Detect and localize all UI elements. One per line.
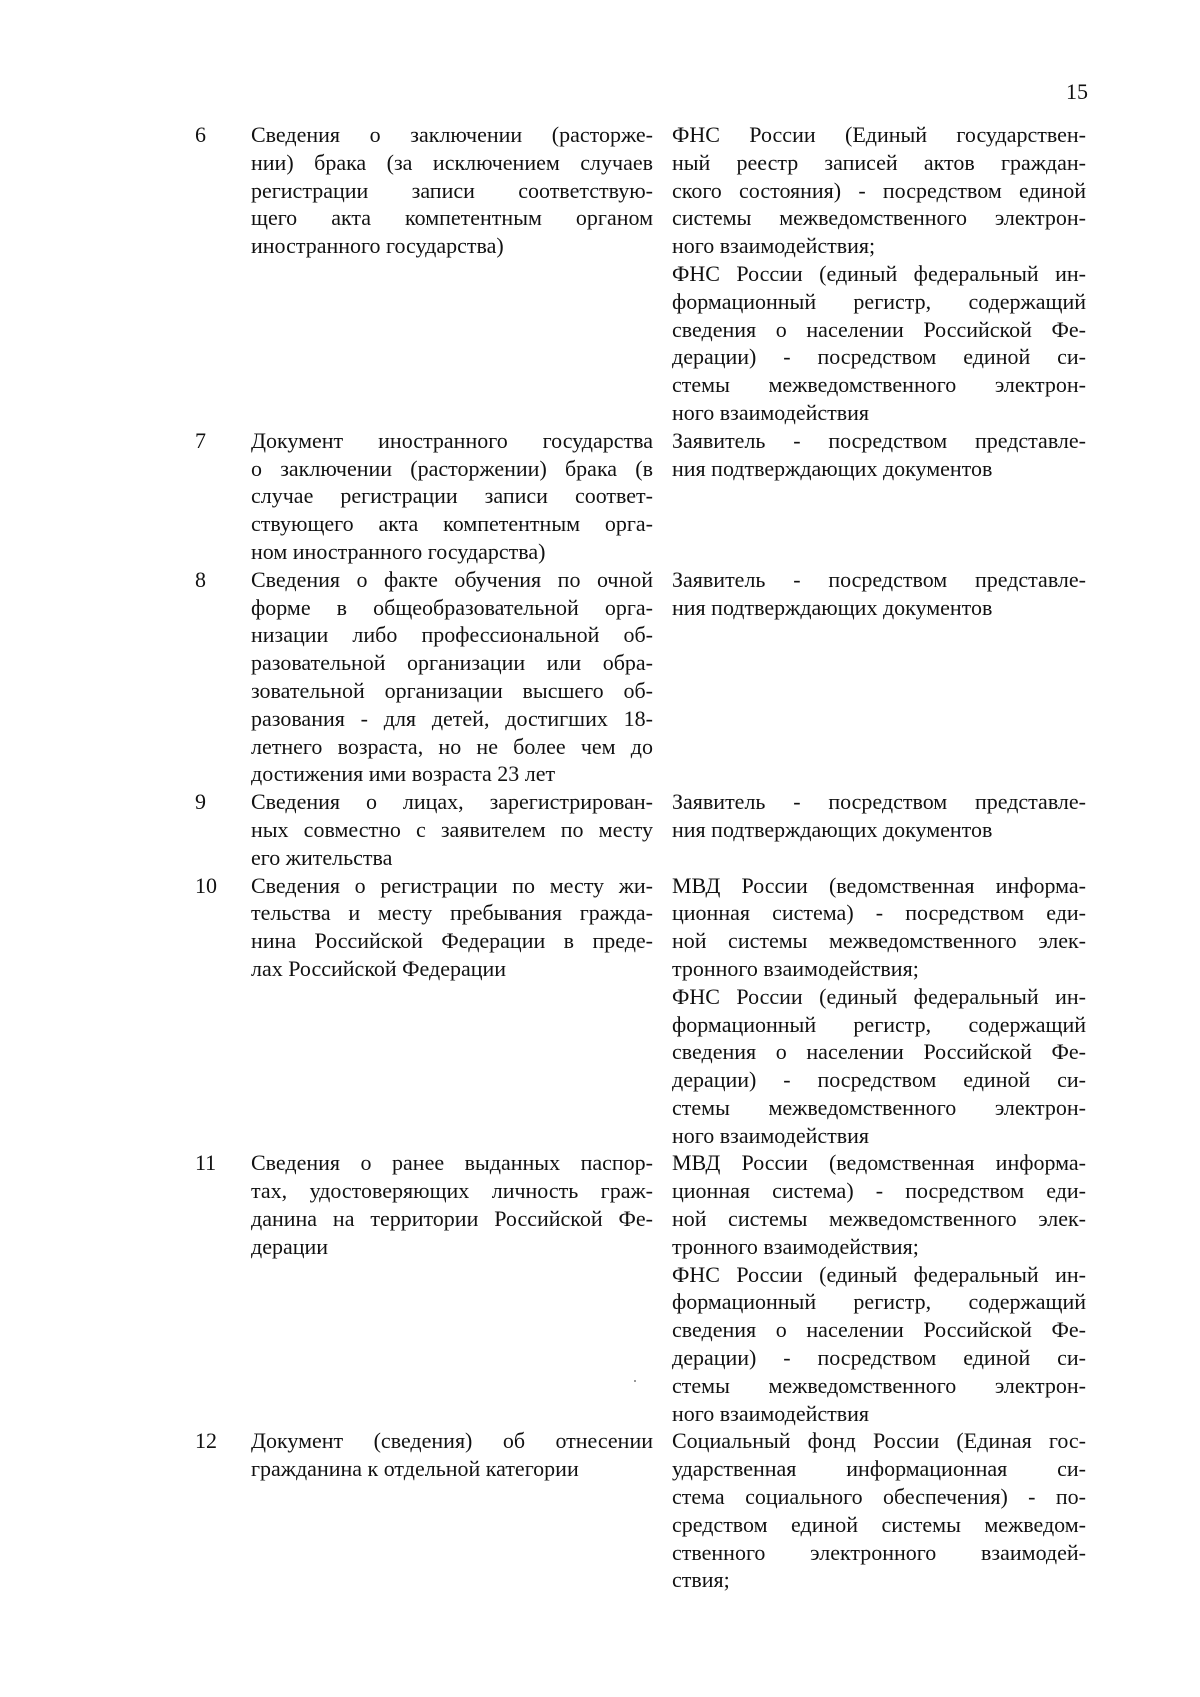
source-line: дерации) - посредством единой си- (672, 1067, 1086, 1093)
description-line: щего акта компетентным органом (251, 205, 653, 231)
document-table (195, 121, 1095, 1594)
source-line: дерации) - посредством единой си- (672, 344, 1086, 370)
description-line: Сведения о факте обучения по очной (251, 566, 653, 592)
source-line: формационный регистр, содержащий (672, 1011, 1086, 1037)
table-row (195, 1149, 1095, 1427)
description-line: зовательной организации высшего об- (251, 677, 653, 703)
row-source (672, 788, 1086, 844)
source-line: стемы межведомственного электрон- (672, 1372, 1086, 1398)
source-line: сведения о населении Российской Фе- (672, 1039, 1086, 1065)
source-line: ственного электронного взаимодей- (672, 1539, 1086, 1565)
source-line: ния подтверждающих документов (672, 816, 993, 842)
description-line: лах Российской Федерации (251, 955, 507, 981)
row-source (672, 872, 1086, 1150)
row-number: 7 (195, 427, 206, 453)
description-line: о заключении (расторжении) брака (в (251, 455, 653, 481)
description-line: дерации (251, 1233, 329, 1259)
row-number: 12 (195, 1428, 217, 1454)
row-number: 8 (195, 566, 206, 592)
row-description (251, 1427, 653, 1483)
source-line: ной системы межведомственного элек- (672, 1206, 1086, 1232)
description-line: Сведения о регистрации по месту жи- (251, 872, 653, 898)
source-line: сведения о населении Российской Фе- (672, 1317, 1086, 1343)
source-line: ного взаимодействия (672, 1122, 870, 1148)
description-line: летнего возраста, но не более чем до (251, 733, 653, 759)
description-line: нина Российской Федерации в преде- (251, 928, 653, 954)
description-line: Сведения о заключении (расторже- (251, 122, 653, 147)
row-source (672, 1427, 1086, 1594)
description-line: ствующего акта компетентным орга- (251, 511, 653, 537)
source-line: средством единой системы межведом- (672, 1511, 1086, 1537)
row-source (672, 121, 1086, 427)
description-line: гражданина к отдельной категории (251, 1456, 579, 1482)
description-line: тах, удостоверяющих личность граж- (251, 1178, 653, 1204)
source-line: ния подтверждающих документов (672, 594, 993, 620)
description-line: нии) брака (за исключением случаев (251, 149, 653, 175)
description-line: тельства и месту пребывания гражда- (251, 900, 653, 926)
source-line: ного взаимодействия; (672, 233, 876, 259)
source-line: Заявитель - посредством представле- (672, 566, 1086, 592)
description-line: Сведения о лицах, зарегистрирован- (251, 789, 653, 815)
source-line: МВД России (ведомственная информа- (672, 872, 1086, 898)
source-line: ного взаимодействия (672, 1400, 870, 1426)
description-line: регистрации записи соответствую- (251, 177, 653, 203)
row-description (251, 121, 653, 260)
description-line: Сведения о ранее выданных паспор- (251, 1150, 653, 1176)
source-line: Социальный фонд России (Единая гос- (672, 1428, 1086, 1454)
description-line: форме в общеобразовательной орга- (251, 594, 653, 620)
row-description (251, 1149, 653, 1260)
source-line: МВД России (ведомственная информа- (672, 1150, 1086, 1176)
description-line: низации либо профессиональной об- (251, 622, 653, 648)
source-line: Заявитель - посредством представле- (672, 789, 1086, 815)
source-line: дерации) - посредством единой си- (672, 1345, 1086, 1371)
table-row (195, 121, 1095, 427)
description-line: Документ (сведения) об отнесении (251, 1428, 653, 1454)
source-line: формационный регистр, содержащий (672, 1289, 1086, 1315)
row-description (251, 788, 653, 871)
description-line: достижения ими возраста 23 лет (251, 761, 556, 787)
source-line: тронного взаимодействия; (672, 1233, 919, 1259)
source-line: ФНС России (Единый государствен- (672, 122, 1086, 147)
source-line: системы межведомственного электрон- (672, 205, 1086, 231)
row-source (672, 1149, 1086, 1427)
source-line: ционная система) - посредством еди- (672, 1178, 1086, 1204)
description-line: Документ иностранного государства (251, 427, 653, 453)
row-number: 11 (195, 1150, 217, 1176)
source-line: ный реестр записей актов граждан- (672, 149, 1086, 175)
description-line: данина на территории Российской Фе- (251, 1206, 653, 1232)
scan-speck (634, 1380, 636, 1382)
description-line: ном иностранного государства) (251, 538, 546, 564)
row-description (251, 427, 653, 566)
source-line: Заявитель - посредством представле- (672, 427, 1086, 453)
row-source (672, 427, 1086, 483)
description-line: разовательной организации или обра- (251, 650, 653, 676)
source-line: тронного взаимодействия; (672, 955, 919, 981)
table-row (195, 1427, 1095, 1594)
source-line: ния подтверждающих документов (672, 455, 993, 481)
source-line: ствия; (672, 1567, 730, 1593)
table-row (195, 788, 1095, 871)
source-line: ного взаимодействия (672, 399, 870, 425)
source-line: стемы межведомственного электрон- (672, 1094, 1086, 1120)
description-line: иностранного государства) (251, 233, 504, 259)
source-line: ФНС России (единый федеральный ин- (672, 983, 1086, 1009)
source-line: сведения о населении Российской Фе- (672, 316, 1086, 342)
table-row (195, 872, 1095, 1150)
source-line: формационный регистр, содержащий (672, 288, 1086, 314)
row-number: 10 (195, 872, 217, 898)
source-line: стема социального обеспечения) - по- (672, 1484, 1086, 1510)
row-description (251, 872, 653, 983)
source-line: ФНС России (единый федеральный ин- (672, 1261, 1086, 1287)
table-row (195, 566, 1095, 788)
table-row (195, 427, 1095, 566)
row-source (672, 566, 1086, 622)
description-line: разования - для детей, достигших 18- (251, 705, 653, 731)
row-number: 9 (195, 789, 206, 815)
row-description (251, 566, 653, 788)
source-line: ского состояния) - посредством единой (672, 177, 1086, 203)
source-line: ударственная информационная си- (672, 1456, 1086, 1482)
source-line: ционная система) - посредством еди- (672, 900, 1086, 926)
source-line: стемы межведомственного электрон- (672, 372, 1086, 398)
description-line: ных совместно с заявителем по месту (251, 816, 653, 842)
page-number: 15 (1066, 79, 1088, 104)
row-number: 6 (195, 122, 206, 147)
source-line: ной системы межведомственного элек- (672, 928, 1086, 954)
description-line: случае регистрации записи соответ- (251, 483, 653, 509)
description-line: его жительства (251, 844, 393, 870)
source-line: ФНС России (единый федеральный ин- (672, 260, 1086, 286)
